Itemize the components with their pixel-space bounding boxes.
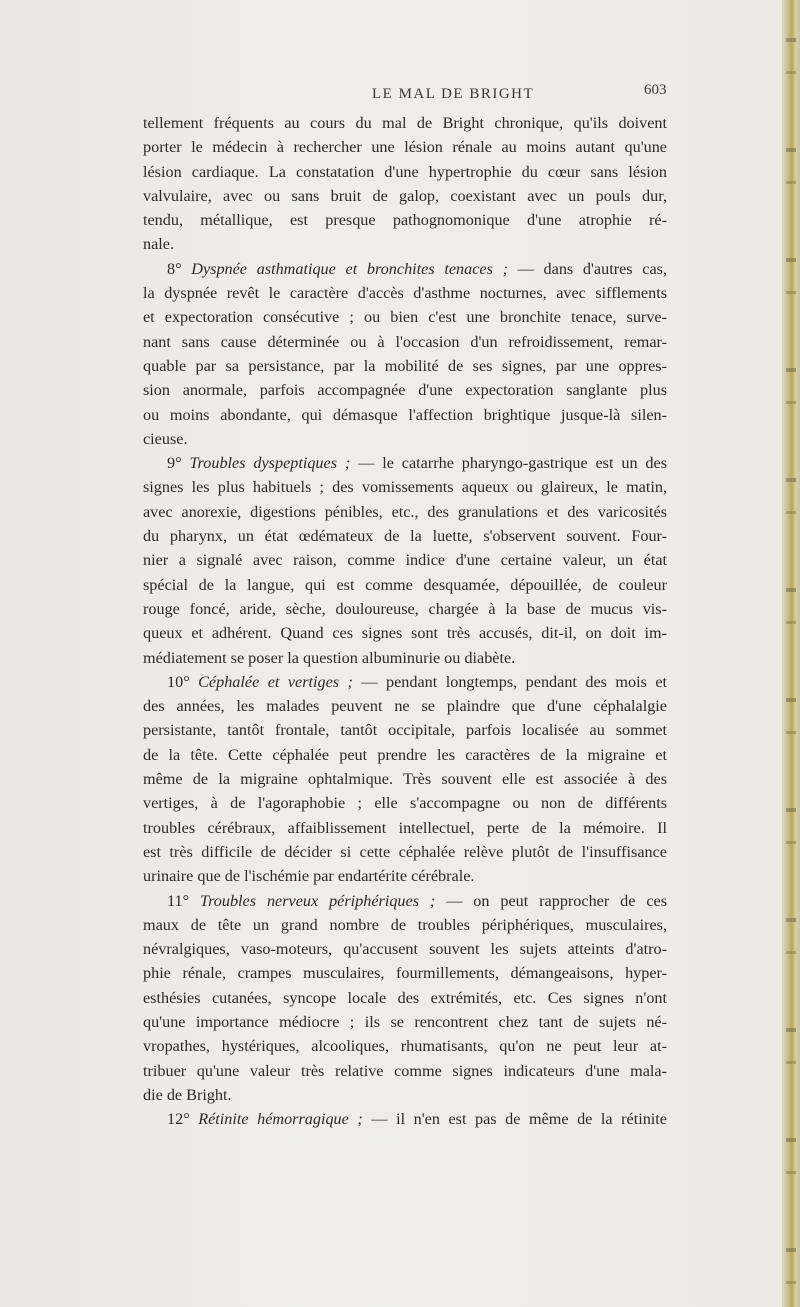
- line-text: sion anormale, parfois accompagnée d'une expectoration sanglante plus: [143, 381, 667, 400]
- text-line: [143, 597, 667, 621]
- text-line: [143, 816, 667, 840]
- line-text: phie rénale, crampes musculaires, fourmillements, démangeaisons, hyper-: [143, 964, 667, 983]
- text-line: [143, 961, 667, 985]
- running-head-title: LE MAL DE BRIGHT: [372, 86, 535, 102]
- line-text: névralgiques, vaso-moteurs, qu'accusent souvent les sujets atteints d'atro-: [143, 940, 667, 959]
- section-heading-line: [143, 257, 667, 281]
- text-line: [143, 621, 667, 645]
- line-text: des années, les malades peuvent ne se plaindre que d'une céphalalgie: [143, 697, 667, 716]
- line-text: — on peut rapprocher de ces: [435, 891, 668, 910]
- line-text: spécial de la langue, qui est comme desquamée, dépouillée, de couleur: [143, 575, 667, 594]
- text-line: [143, 524, 667, 548]
- line-text: — pendant longtemps, pendant des mois et: [352, 672, 668, 691]
- line-text: quable par sa persistance, par la mobilité de ses signes, par une oppres-: [143, 356, 667, 375]
- text-line: [143, 427, 667, 451]
- line-text: nier a signalé avec raison, comme indice d'une certaine valeur, un état: [143, 551, 667, 570]
- running-head: [0, 82, 786, 108]
- text-line: [143, 913, 667, 937]
- text-line: [143, 694, 667, 718]
- line-text: esthésies cutanées, syncope locale des extrémités, etc. Ces signes n'ont: [143, 988, 667, 1007]
- section-title: Dyspnée asthmatique et bronchites tenaces ;: [191, 259, 508, 278]
- section-title: Troubles dyspeptiques ;: [189, 454, 351, 473]
- text-line: [143, 330, 667, 354]
- line-text: la dyspnée revêt le caractère d'accès d'asthme nocturnes, avec sifflements: [143, 284, 667, 303]
- line-text: nant sans cause déterminée ou à l'occasion d'un refroidissement, remar-: [143, 332, 667, 351]
- line-text: — il n'en est pas de même de la rétinite: [362, 1110, 667, 1129]
- text-line: [143, 160, 667, 184]
- page-number: 603: [644, 82, 667, 98]
- text-line: [143, 1010, 667, 1034]
- line-text: persistante, tantôt frontale, tantôt occipitale, parfois localisée au sommet: [143, 721, 667, 740]
- text-line: [143, 1034, 667, 1058]
- text-line: [143, 184, 667, 208]
- text-line: [143, 646, 667, 670]
- text-line: [143, 111, 667, 135]
- line-text: qu'une importance médiocre ; ils se rencontrent chez tant de sujets né-: [143, 1012, 667, 1031]
- text-line: [143, 305, 667, 329]
- text-line: [143, 135, 667, 159]
- line-text: du pharynx, un état œdémateux de la luette, s'observent souvent. Four-: [143, 527, 667, 546]
- line-text: cieuse.: [143, 429, 188, 448]
- section-number: 10°: [167, 672, 199, 691]
- section-title: Troubles nerveux périphériques ;: [199, 891, 436, 910]
- line-text: médiatement se poser la question albuminurie ou diabète.: [143, 648, 516, 667]
- line-text: maux de tête un grand nombre de troubles périphériques, musculaires,: [143, 915, 667, 934]
- line-text: porter le médecin à rechercher une lésion rénale au moins autant qu'une: [143, 138, 667, 157]
- text-line: [143, 378, 667, 402]
- line-text: vertiges, à de l'agoraphobie ; elle s'accompagne ou non de différents: [143, 794, 667, 813]
- line-text: nale.: [143, 235, 175, 254]
- section-number: 9°: [167, 454, 190, 473]
- text-line: [143, 986, 667, 1010]
- line-text: tribuer qu'une valeur très relative comme signes indicateurs d'une mala-: [143, 1061, 667, 1080]
- section-title: Céphalée et vertiges ;: [198, 672, 353, 691]
- line-text: ou moins abondante, qui démasque l'affection brightique jusque-là silen-: [143, 405, 667, 424]
- section-heading-line: [143, 1107, 667, 1131]
- body-text: [143, 111, 667, 1131]
- section-heading-line: [143, 889, 667, 913]
- line-text: — dans d'autres cas,: [507, 259, 667, 278]
- text-line: [143, 208, 667, 232]
- text-line: [143, 840, 667, 864]
- line-text: troubles cérébraux, affaiblissement intellectuel, perte de la mémoire. Il: [143, 818, 667, 837]
- section-heading-line: [143, 670, 667, 694]
- text-line: [143, 281, 667, 305]
- text-line: [143, 937, 667, 961]
- line-text: tendu, métallique, est presque pathognomonique d'une atrophie ré-: [143, 211, 667, 230]
- text-line: [143, 1083, 667, 1107]
- section-title: Rétinite hémorragique ;: [198, 1110, 363, 1129]
- section-number: 11°: [167, 891, 200, 910]
- text-line: [143, 718, 667, 742]
- text-line: [143, 548, 667, 572]
- line-text: signes les plus habituels ; des vomissements aqueux ou glaireux, le matin,: [143, 478, 667, 497]
- line-text: queux et adhérent. Quand ces signes sont très accusés, dit-il, on doit im-: [143, 624, 667, 643]
- line-text: die de Bright.: [143, 1085, 232, 1104]
- line-text: vropathes, hystériques, alcooliques, rhumatisants, qu'on ne peut leur at-: [143, 1037, 667, 1056]
- text-line: [143, 354, 667, 378]
- text-line: [143, 767, 667, 791]
- text-line: [143, 500, 667, 524]
- text-line: [143, 864, 667, 888]
- line-text: est très difficile de décider si cette céphalée relève plutôt de l'insuffisance: [143, 842, 667, 861]
- text-line: [143, 403, 667, 427]
- text-line: [143, 232, 667, 256]
- text-line: [143, 573, 667, 597]
- line-text: avec anorexie, digestions pénibles, etc., des granulations et des varicosités: [143, 502, 667, 521]
- section-number: 8°: [167, 259, 192, 278]
- line-text: de la tête. Cette céphalée peut prendre les caractères de la migraine et: [143, 745, 667, 764]
- line-text: — le catarrhe pharyngo-gastrique est un des: [350, 454, 667, 473]
- text-line: [143, 791, 667, 815]
- text-line: [143, 475, 667, 499]
- line-text: valvulaire, avec ou sans bruit de galop, coexistant avec un pouls dur,: [143, 186, 667, 205]
- line-text: lésion cardiaque. La constatation d'une hypertrophie du cœur sans lésion: [143, 162, 667, 181]
- line-text: même de la migraine ophtalmique. Très souvent elle est associée à des: [143, 770, 667, 789]
- page-edge-texture: [786, 0, 796, 1307]
- line-text: et expectoration consécutive ; ou bien c'est une bronchite tenace, surve-: [143, 308, 667, 327]
- line-text: rouge foncé, aride, sèche, douloureuse, chargée à la base de mucus vis-: [143, 599, 667, 618]
- text-line: [143, 743, 667, 767]
- section-number: 12°: [167, 1110, 199, 1129]
- line-text: tellement fréquents au cours du mal de Bright chronique, qu'ils doivent: [143, 114, 667, 132]
- line-text: urinaire que de l'ischémie par endartérite cérébrale.: [143, 867, 475, 886]
- section-heading-line: [143, 451, 667, 475]
- text-line: [143, 1059, 667, 1083]
